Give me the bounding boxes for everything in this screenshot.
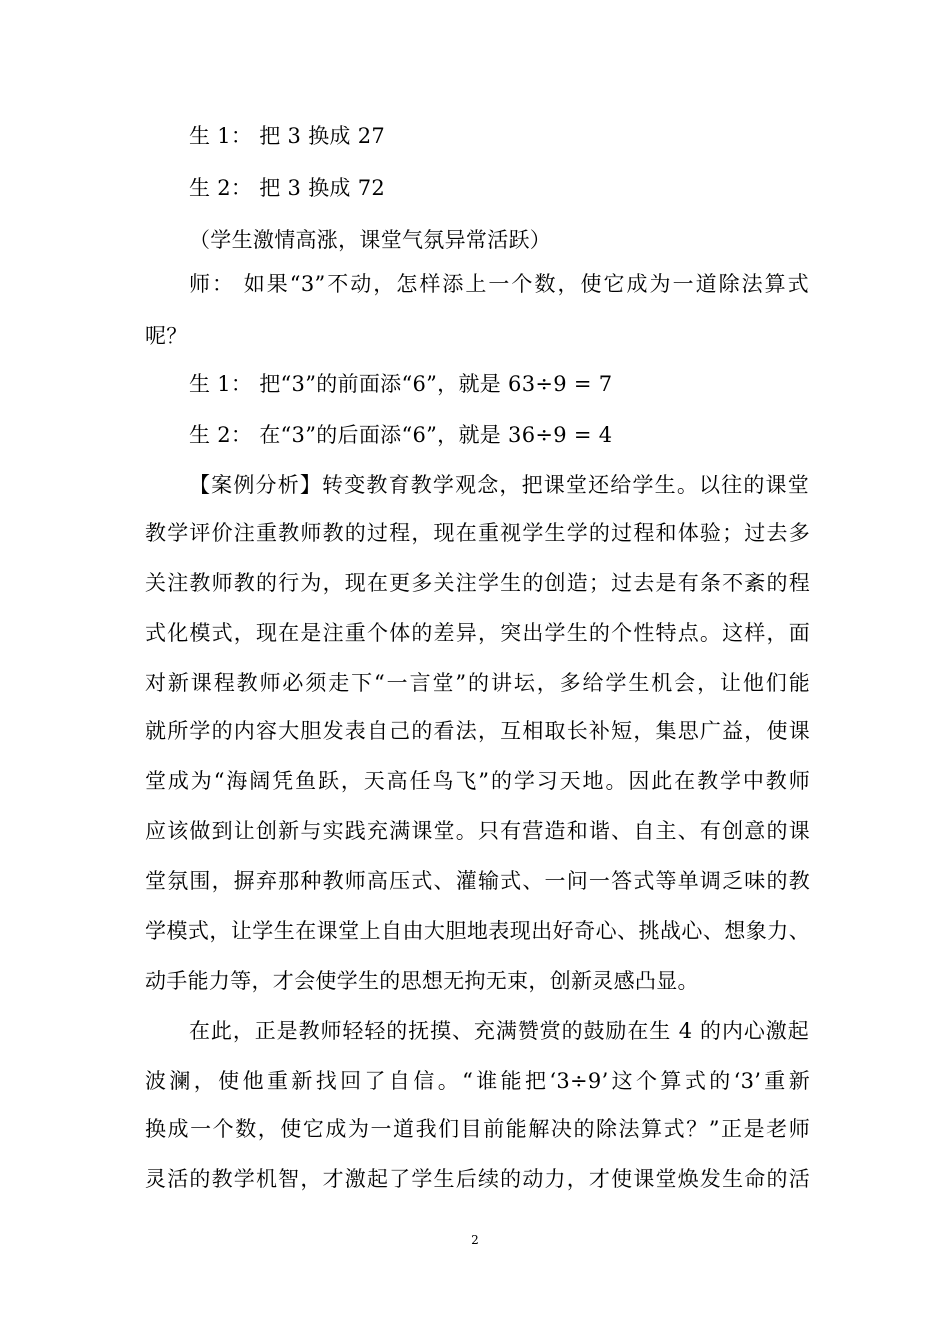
dialogue-line: 师： 如果“3”不动，怎样添上一个数，使它成为一道除法算式 <box>189 272 809 296</box>
analysis-paragraph-line: 教学评价注重教师教的过程，现在重视学生学的过程和体验；过去多 <box>145 521 810 545</box>
dialogue-line: 生 1： 把 3 换成 27 <box>189 124 386 148</box>
dialogue-line: 生 1： 把“3”的前面添“6”，就是 63÷9 = 7 <box>189 372 613 396</box>
dialogue-line-continued: 呢？ <box>145 324 188 348</box>
page-number: 2 <box>471 1233 479 1247</box>
analysis-paragraph-line: 学模式，让学生在课堂上自由大胆地表现出好奇心、挑战心、想象力、 <box>145 919 810 943</box>
body-paragraph-line: 灵活的教学机智，才激起了学生后续的动力，才使课堂焕发生命的活 <box>145 1167 810 1191</box>
analysis-paragraph-line: 动手能力等，才会使学生的思想无拘无束，创新灵感凸显。 <box>145 969 699 993</box>
analysis-paragraph-line: 关注教师教的行为，现在更多关注学生的创造；过去是有条不紊的程 <box>145 571 810 595</box>
body-paragraph-line: 换成一个数，使它成为一道我们目前能解决的除法算式？”正是老师 <box>145 1117 810 1141</box>
dialogue-line: 生 2： 把 3 换成 72 <box>189 176 386 200</box>
dialogue-line: 生 2： 在“3”的后面添“6”，就是 36÷9 = 4 <box>189 423 613 447</box>
analysis-paragraph-line: 应该做到让创新与实践充满课堂。只有营造和谐、自主、有创意的课 <box>145 819 810 843</box>
analysis-paragraph-line: 式化模式，现在是注重个体的差异，突出学生的个性特点。这样，面 <box>145 621 810 645</box>
analysis-paragraph-line: 堂氛围，摒弃那种教师高压式、灌输式、一问一答式等单调乏味的教 <box>145 869 810 893</box>
analysis-paragraph-line: 就所学的内容大胆发表自己的看法，互相取长补短，集思广益，使课 <box>145 719 810 743</box>
body-paragraph-line: 波澜，使他重新找回了自信。“谁能把‘3÷9’这个算式的‘3’重新 <box>145 1069 810 1093</box>
analysis-paragraph-line: 对新课程教师必须走下“一言堂”的讲坛，多给学生机会，让他们能 <box>145 671 810 695</box>
analysis-paragraph-line: 【案例分析】转变教育教学观念，把课堂还给学生。以往的课堂 <box>189 473 809 497</box>
stage-note: （学生激情高涨，课堂气氛异常活跃） <box>189 228 552 252</box>
analysis-paragraph-line: 堂成为“海阔凭鱼跃，天高任鸟飞”的学习天地。因此在教学中教师 <box>145 769 810 793</box>
body-paragraph-line: 在此，正是教师轻轻的抚摸、充满赞赏的鼓励在生 4 的内心激起 <box>189 1019 809 1043</box>
